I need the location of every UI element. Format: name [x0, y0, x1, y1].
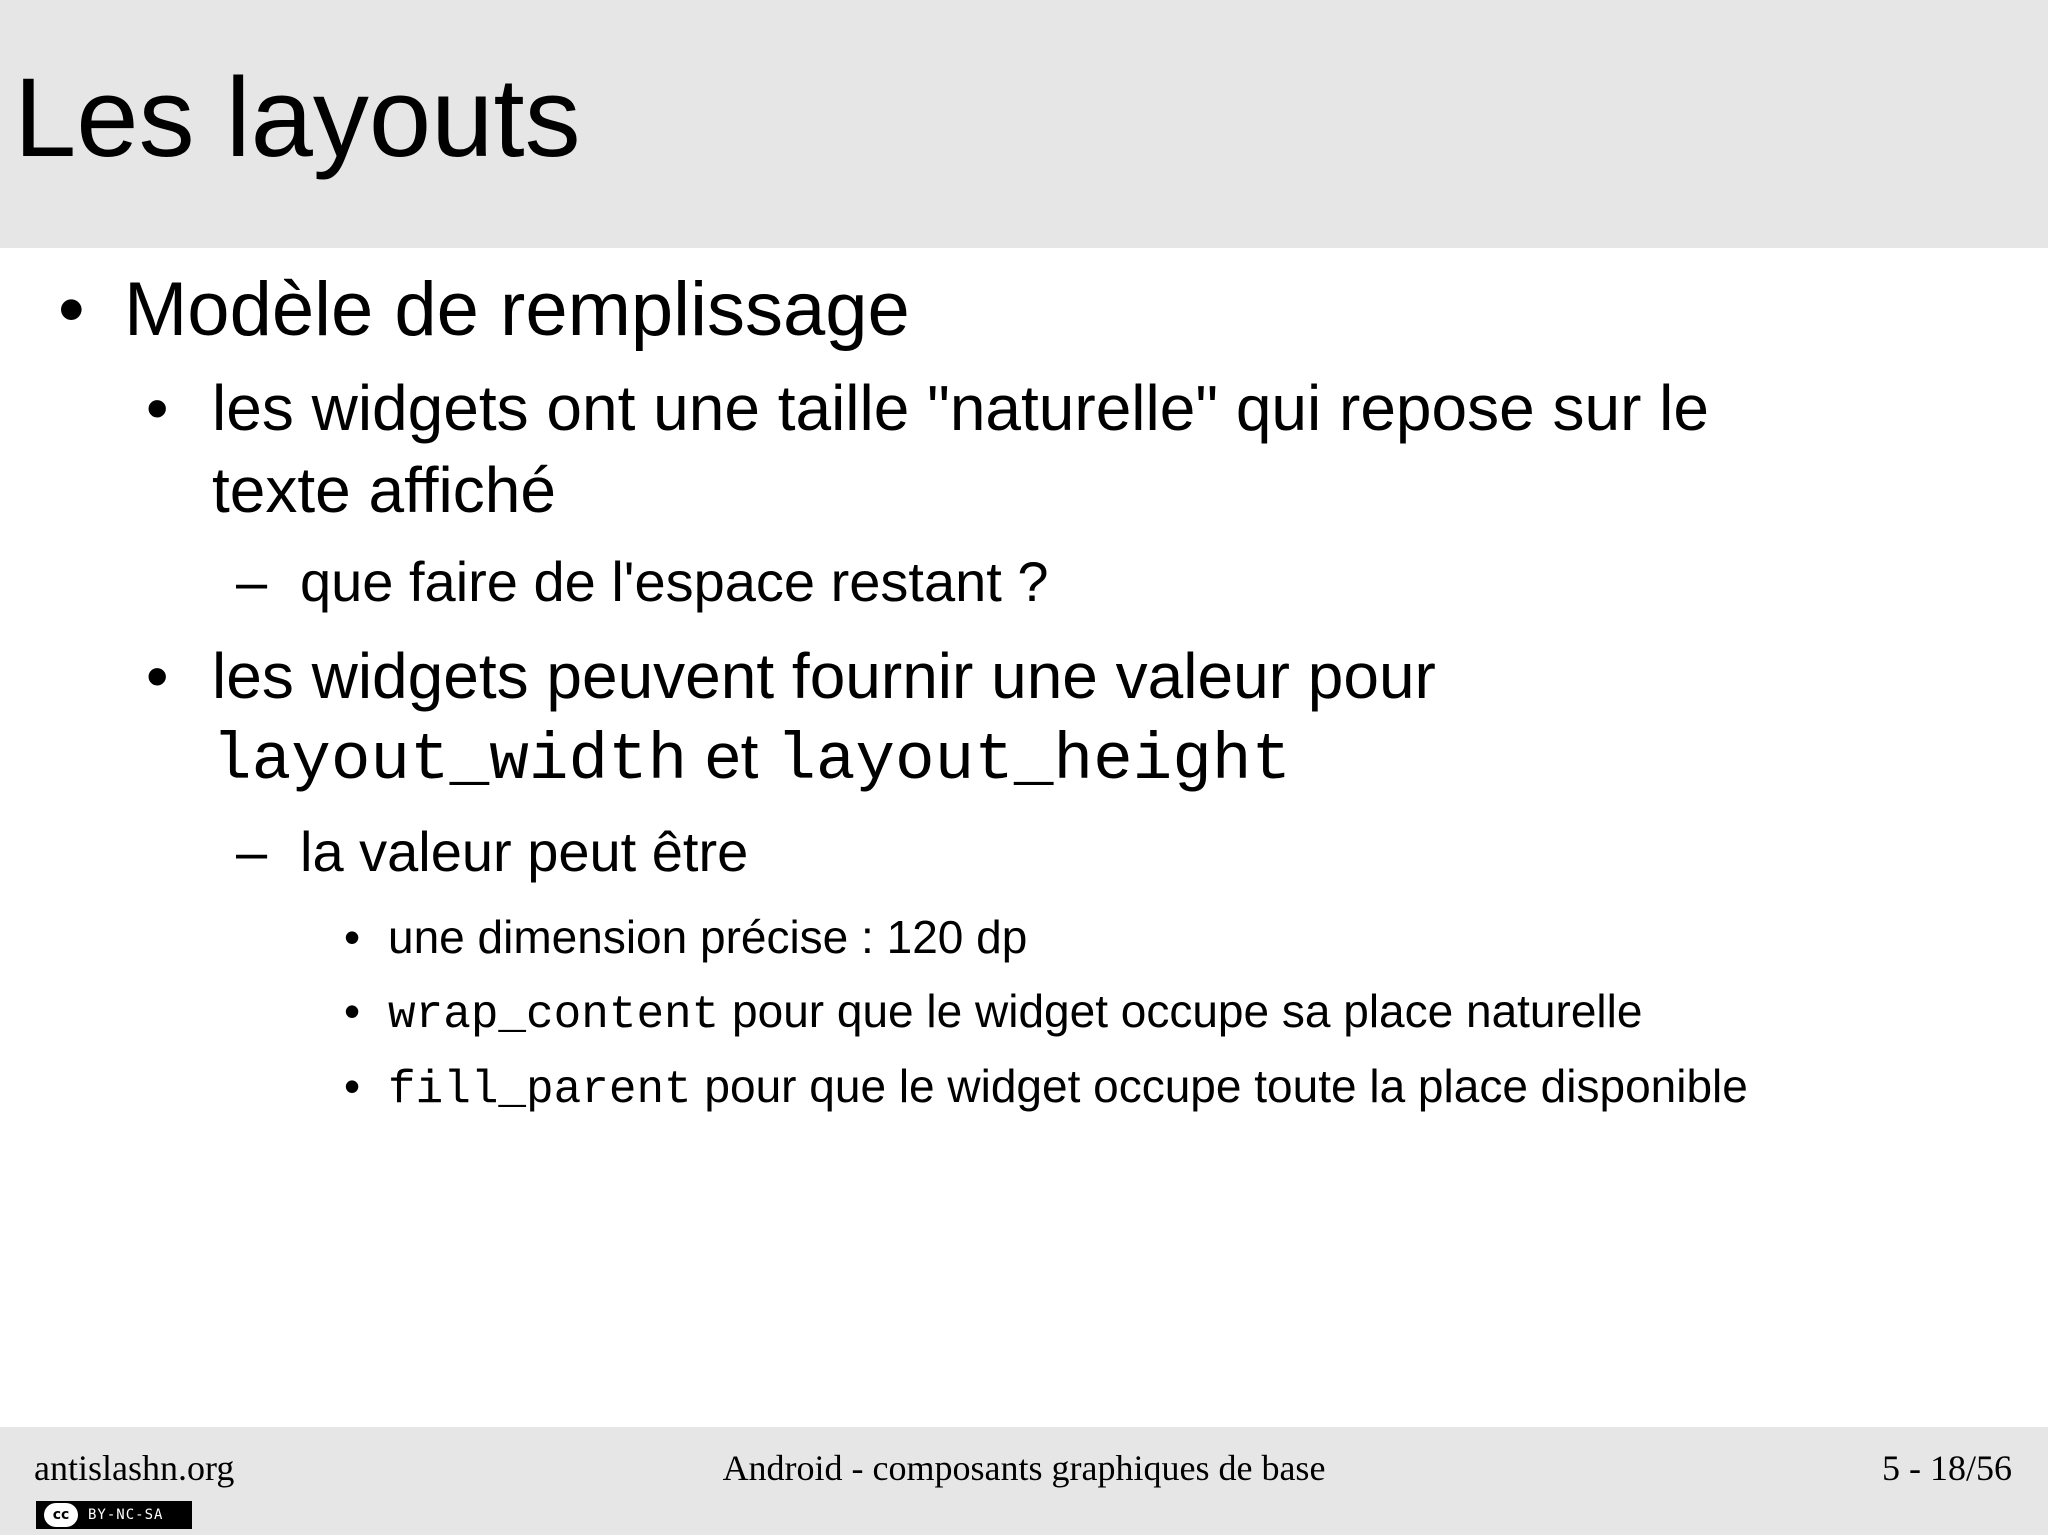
slide-title: Les layouts — [14, 55, 581, 180]
bullet-icon: • — [58, 267, 85, 352]
bullet-item-valeur-line1: les widgets peuvent fournir une valeur pour — [212, 640, 1436, 712]
fill-parent-desc: pour que le widget occupe toute la place disponible — [691, 1060, 1748, 1112]
code-wrap-content: wrap_content — [388, 989, 720, 1041]
cc-circle-icon: cc — [44, 1503, 78, 1527]
bullet-icon: • — [146, 372, 169, 444]
sub-item-espace-restant: que faire de l'espace restant ? — [300, 550, 1049, 613]
footer-page-number: 5 - 18/56 — [1882, 1448, 2012, 1488]
footer-site: antislashn.org — [34, 1448, 235, 1488]
bullet-item-valeur-line2 — [212, 718, 1291, 800]
bullet-icon: • — [344, 1060, 361, 1112]
bullet-icon: • — [344, 911, 361, 963]
wrap-content-desc: pour que le widget occupe sa place naturelle — [719, 985, 1643, 1037]
bullet-item-modele: Modèle de remplissage — [124, 267, 910, 352]
bullet-item-taille-naturelle-line2: texte affiché — [212, 454, 556, 526]
conjunction-et: et — [687, 720, 777, 792]
code-fill-parent: fill_parent — [388, 1064, 692, 1116]
sub-item-valeur-peut-etre: la valeur peut être — [300, 820, 749, 883]
bullet-icon: • — [146, 640, 169, 712]
bullet-icon: • — [344, 985, 361, 1037]
sub-sub-item-dimension: une dimension précise : 120 dp — [388, 911, 1028, 963]
code-layout-width: layout_width — [212, 723, 688, 798]
cc-license-label: BY-NC-SA — [88, 1507, 164, 1523]
code-layout-height: layout_height — [776, 723, 1292, 798]
dash-icon: – — [236, 550, 268, 613]
footer-title: Android - composants graphiques de base — [722, 1448, 1326, 1488]
sub-sub-item-wrap-content — [388, 984, 1642, 1043]
sub-sub-item-fill-parent — [388, 1059, 1748, 1118]
slide-footer — [0, 1427, 2048, 1535]
slide-header — [0, 0, 2048, 248]
dash-icon: – — [236, 820, 268, 883]
bullet-item-taille-naturelle-line1: les widgets ont une taille "naturelle" qui repose sur le — [212, 372, 1709, 444]
cc-license-icon — [36, 1501, 192, 1529]
